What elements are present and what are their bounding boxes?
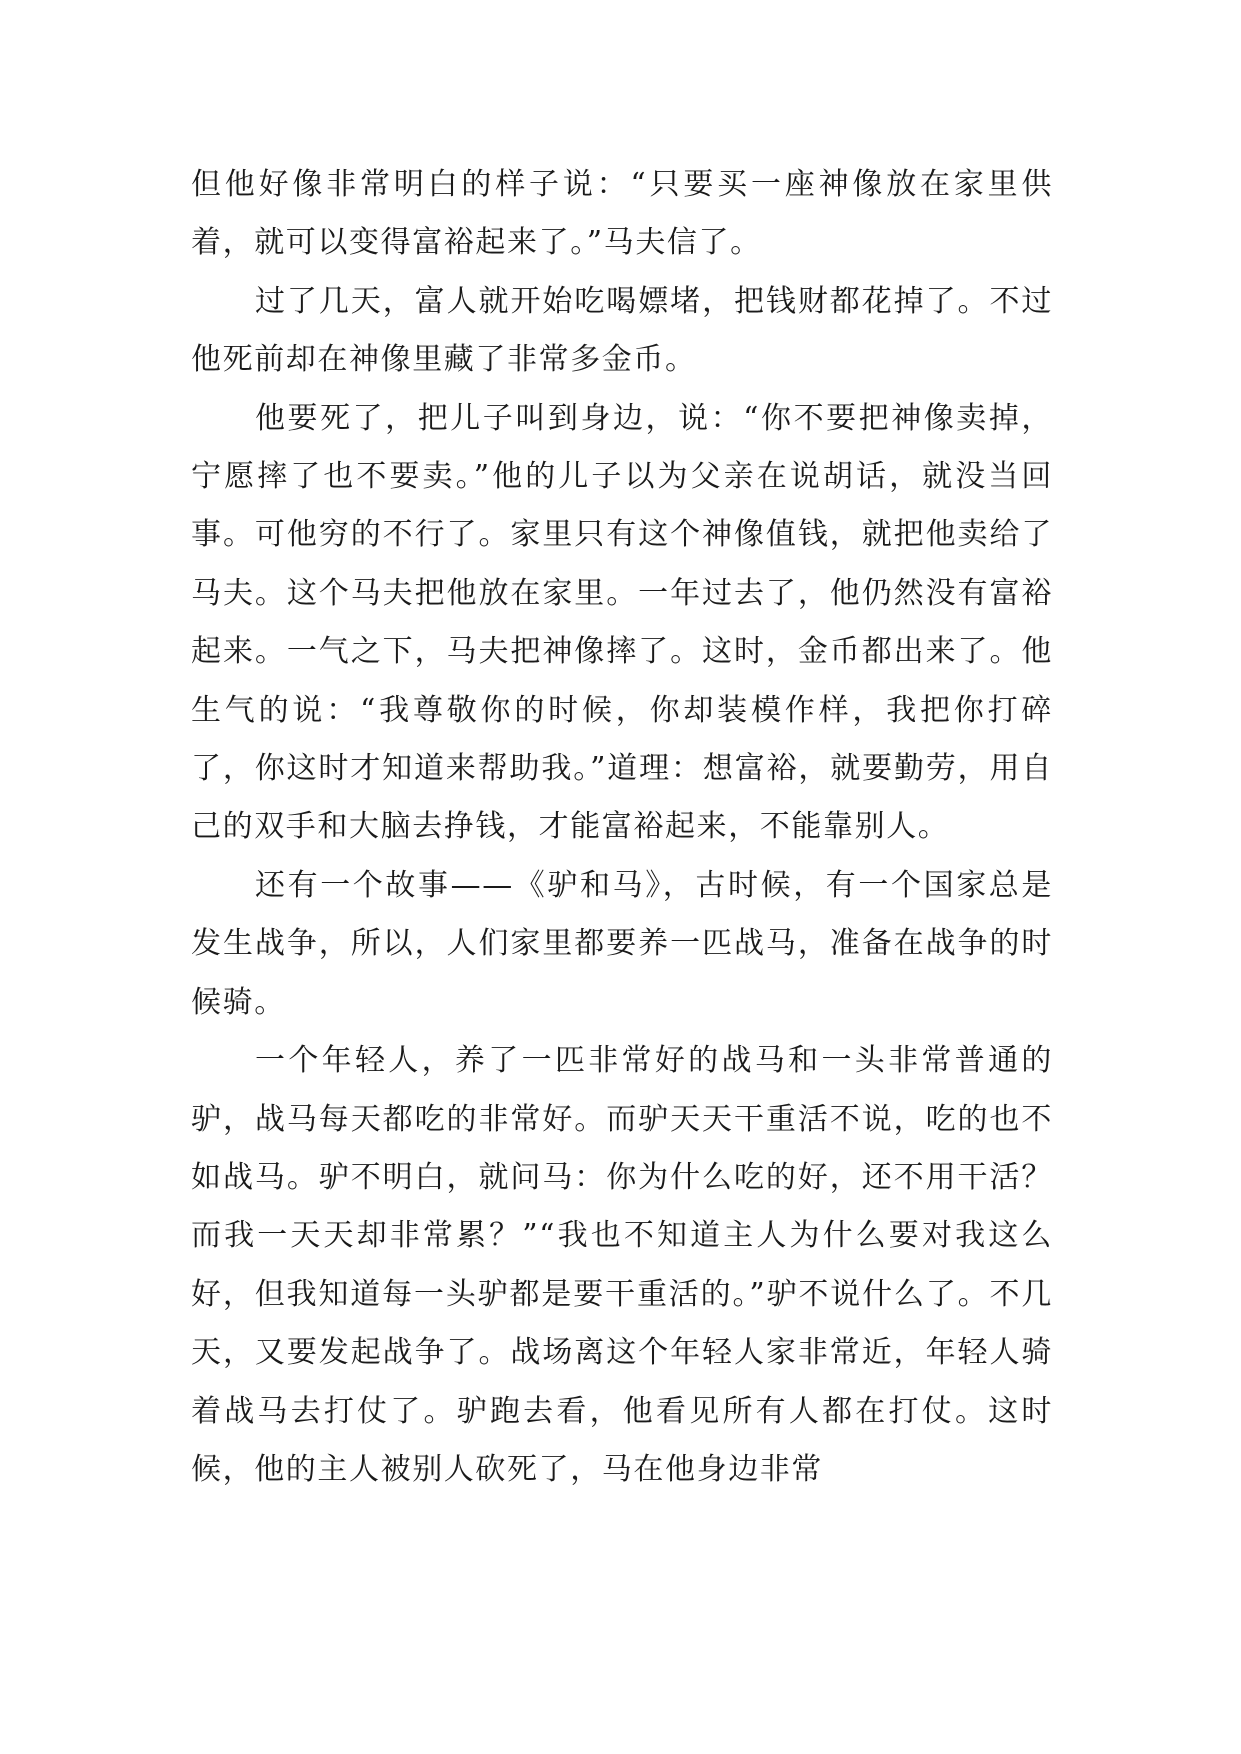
paragraph-4: 还有一个故事——《驴和马》，古时候，有一个国家总是发生战争，所以，人们家里都要养一匹战马，准备在战争的时候骑。: [191, 867, 1053, 1020]
paragraph-1: 但他好像非常明白的样子说：“只要买一座神像放在家里供着，就可以变得富裕起来了。”马夫信了。: [191, 167, 1053, 261]
paragraph-3: 他要死了，把儿子叫到身边，说：“你不要把神像卖掉，宁愿摔了也不要卖。”他的儿子以为父亲在说胡话，就没当回事。可他穷的不行了。家里只有这个神像值钱，就把他卖给了马夫。这个马夫把他放在家里。一年过去了，他仍然没有富裕起来。一气之下，马夫把神像摔了。这时，金币都出来了。他生气的说：“我尊敬你的时候，你却装模作样，我把你打碎了，你这时才知道来帮助我。”道理：想富裕，就要勤劳，用自己的双手和大脑去挣钱，才能富裕起来，不能靠别人。: [191, 400, 1053, 845]
paragraph-2: 过了几天，富人就开始吃喝嫖堵，把钱财都花掉了。不过他死前却在神像里藏了非常多金币。: [191, 283, 1053, 378]
body-text: [191, 156, 1053, 1499]
paragraph-5: 一个年轻人，养了一匹非常好的战马和一头非常普通的驴，战马每天都吃的非常好。而驴天天干重活不说，吃的也不如战马。驴不明白，就问马：你为什么吃的好，还不用干活？而我一天天却非常累？”“我也不知道主人为什么要对我这么好，但我知道每一头驴都是要干重活的。”驴不说什么了。不几天，又要发起战争了。战场离这个年轻人家非常近，年轻人骑着战马去打仗了。驴跑去看，他看见所有人都在打仗。这时候，他的主人被别人砍死了，马在他身边非常: [191, 1043, 1053, 1487]
